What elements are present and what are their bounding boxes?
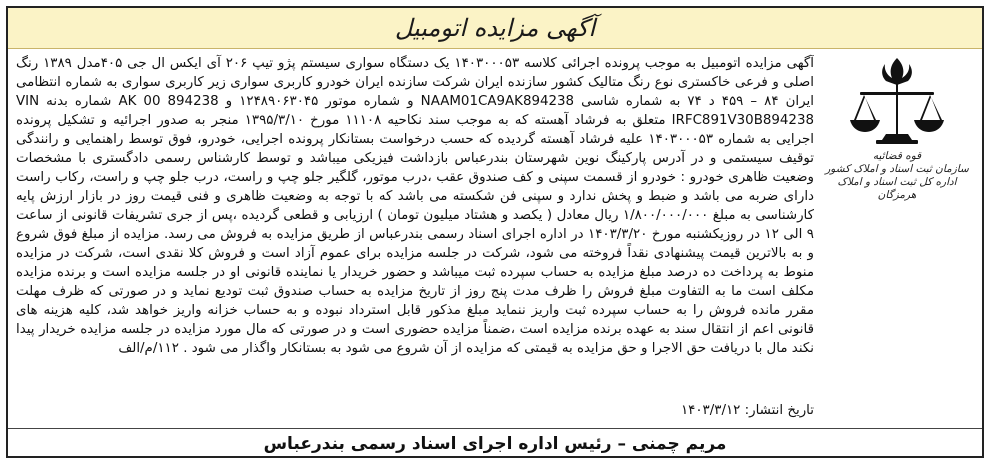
title-bar	[8, 8, 982, 49]
judiciary-scales-emblem-icon	[842, 54, 952, 150]
org-line-1: قوه قضائیه	[872, 150, 922, 162]
notice-title: آگهی مزایده اتومبیل	[394, 14, 596, 42]
publish-date	[314, 402, 814, 419]
auction-notice	[6, 6, 984, 458]
signature: مریم چمنی – رئیس اداره اجرای اسناد رسمی بندرعباس	[263, 434, 727, 454]
judiciary-logo	[820, 54, 974, 204]
org-line-2: سازمان ثبت اسناد و املاک کشور	[825, 163, 969, 175]
publish-date-label: تاریخ انتشار: ۱۴۰۳/۳/۱۲	[680, 403, 814, 418]
divider	[8, 428, 982, 429]
notice-body: آگهی مزایده اتومبیل به موجب پرونده اجرائی کلاسه ۱۴۰۳۰۰۰۵۳ یک دستگاه سواری سیستم پژو تیپ ۲۰۶ آی ایکس ال جی ۴۰۵مدل ۱۳۸۹ رنگ اصلی و فرعی خاکستری نوع رنگ متالیک کشور سازنده ایران شرکت سازنده ایران خودرو کاربری سواری زیر کاربری سواری به شماره انتظامی ایران ۸۴ – ۴۵۹ د ۷۴ به شماره شاسی NAAM01CA9AK894238 و شماره موتور ۱۲۴۸۹۰۶۳۰۴۵ و AK 00 894238 شماره بدنه VIN IRFC891V30B894238 متعلق به فرشاد آهسته که به موجب سند نکاحیه ۱۱۱۰۸ مورخ ۱۳۹۵/۳/۱۰ منجر به صدور اجرائیه و تشکیل پرونده اجرایی به شماره ۱۴۰۳۰۰۰۵۳ علیه فرشاد آهسته گردیده که حسب درخواست بستانکار پرونده اجرایی، خودرو، فوق توسط راهنمایی و رانندگی توقیف سیستمی و در آدرس پارکینگ نوین شهرستان بندرعباس بازداشت فیزیکی میباشد و توسط کارشناس رسمی دادگستری با مشخصات وضعیت ظاهری خودرو : خودرو از قسمت سپنی و کف صندوق عقب ،درب موتور، گلگیر جلو چپ و راست، درب جلو چپ و راست، رکاب راست دارای ضربه می باشد و ضبط و پخش ندارد و سپنی فن شکسته می باشد که با توجه به وضعیت ظاهری و فنی قیمت روز در بازار ارزش پایه کارشناسی به مبلغ ۱/۸۰۰/۰۰۰/۰۰۰ ریال معادل ( یکصد و هشتاد میلیون تومان ) ارزیابی و قطعی گردیده ،پس از جری تشریفات قانونی از ساعت ۹ الی ۱۲ در روزیکشنبه مورخ ۱۴۰۳/۳/۲۰ در اداره اجرای اسناد رسمی بندرعباس از طریق مزایده به فروش می رسد. مزایده از مبلغ فوق شروع و به بالاترین قیمت پیشنهادی نقداً فروخته می شود، شرکت در جلسه مزایده برای عموم آزاد است و فروش کلا نقدی است، شرکت در مزایده منوط به پرداخت ده درصد مبلغ مزایده به حساب سپرده ثبت میباشد و حضور خریدار یا نماینده قانونی او در جلسه مزایده است و برنده مزایده مکلف است ما به التفاوت مبلغ فروش را ظرف مدت پنج روز از تاریخ مزایده به حساب صندوق ثبت تودیع نماید و در صورتی که ظرف مهلت مقرر مانده فروش را به حساب سپرده ثبت واریز ننماید مبلغ مذکور قابل استرداد نبوده و به حساب خزانه واریز خواهد شد، کلیه هزینه های قانونی اعم از انتقال سند به عهده برنده مزایده است ،ضمناً مزایده حضوری است و در صورتی که مال مورد مزایده در جلسه مزایده خریدار پیدا نکند مال با دریافت حق الاجرا و حق مزایده به قیمتی که مزایده از آن شروع می شود به بستانکار واگذار می شود . ۱۱۲/م/الف	[16, 56, 814, 356]
org-line-3: اداره کل ثبت اسناد و املاک هرمزگان	[837, 176, 957, 201]
